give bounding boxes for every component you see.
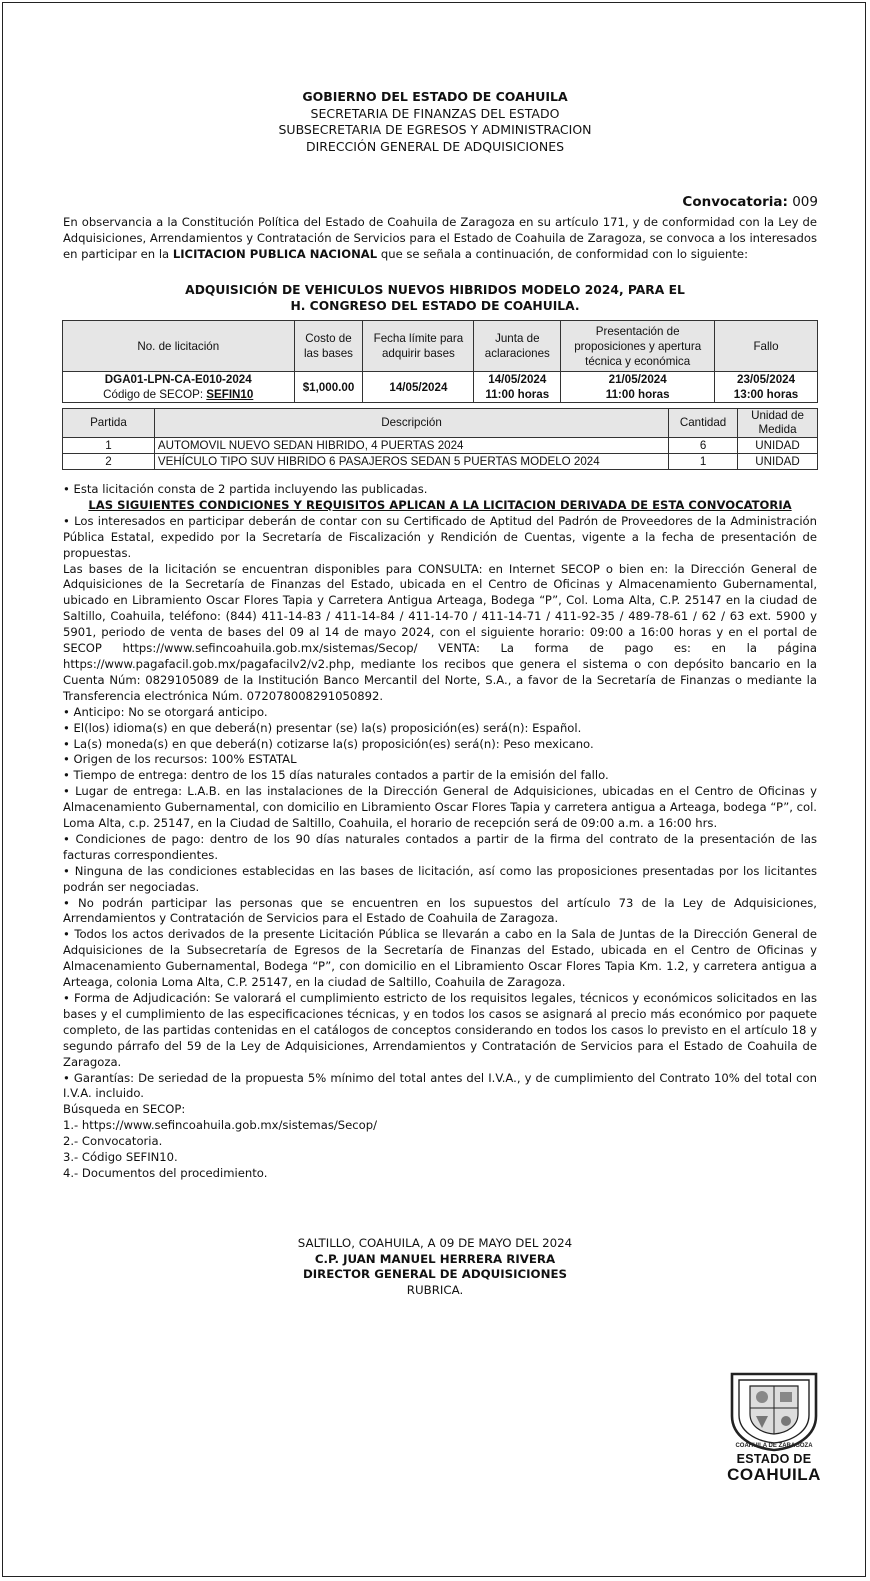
col-junta-header: Junta de aclaraciones xyxy=(474,321,561,372)
intro-bold: LICITACION PUBLICA NACIONAL xyxy=(172,247,378,261)
items-table xyxy=(62,408,818,470)
convocatoria-label: Convocatoria: xyxy=(682,194,788,210)
header-line-3: SUBSECRETARIA DE EGRESOS Y ADMINISTRACION xyxy=(278,122,592,137)
busqueda-step-2: 2.- Convocatoria. xyxy=(63,1134,163,1149)
cantidad-cell: 6 xyxy=(669,438,738,454)
col-unidad-header: Unidad de Medida xyxy=(738,409,818,438)
col-licitacion-header: No. de licitación xyxy=(63,321,295,372)
logo-line-2: COAHUILA xyxy=(727,1465,821,1484)
signer-name: C.P. JUAN MANUEL HERRERA RIVERA xyxy=(314,1251,556,1266)
busqueda-step-3: 3.- Código SEFIN10. xyxy=(63,1150,178,1165)
items-header-row xyxy=(63,409,818,438)
presentacion-date: 21/05/2024 xyxy=(608,373,667,386)
partida-cell: 2 xyxy=(63,454,155,470)
tiempo-entrega-item: • Tiempo de entrega: dentro de los 15 días naturales contados a partir de la emisión del fallo. xyxy=(63,768,609,783)
tender-title xyxy=(0,283,870,314)
presentacion-time: 11:00 horas xyxy=(605,388,670,401)
signer-position: DIRECTOR GENERAL DE ADQUISICIONES xyxy=(302,1267,568,1281)
licitacion-cell xyxy=(63,372,295,403)
tender-title-line-2: H. CONGRESO DEL ESTADO DE COAHUILA. xyxy=(290,298,580,313)
col-descripcion-header: Descripción xyxy=(154,409,668,438)
unidad-cell: UNIDAD xyxy=(738,438,818,454)
restricciones-item: • No podrán participar las personas que se encuentren en los supuestos del artículo 73 de la Ley de Adquisiciones, Arrendamientos y Contratación de Servicios para el Estado de Coahuila de Zaragoza. xyxy=(63,895,817,926)
partida-cell: 1 xyxy=(63,438,155,454)
conditions-body xyxy=(63,482,817,1182)
junta-date: 14/05/2024 xyxy=(488,373,547,386)
rubrica: RUBRICA. xyxy=(406,1282,464,1297)
col-costo-header: Costo de las bases xyxy=(294,321,363,372)
schedule-values-row xyxy=(63,372,818,403)
header-line-2: SECRETARIA DE FINANZAS DEL ESTADO xyxy=(310,105,560,121)
signature-block xyxy=(0,1236,870,1298)
col-cantidad-header: Cantidad xyxy=(669,409,738,438)
busqueda-step-4: 4.- Documentos del procedimiento. xyxy=(63,1165,268,1180)
convocatoria-number xyxy=(682,194,818,210)
col-fecha-limite-header: Fecha límite para adquirir bases xyxy=(363,321,474,372)
busqueda-secop-heading: Búsqueda en SECOP: xyxy=(63,1102,186,1117)
presentacion-cell xyxy=(561,372,715,403)
document-header xyxy=(0,89,870,155)
certificado-requirement: • Los interesados en participar deberán de contar con su Certificado de Aptitud del Padrón de Proveedores de la Administración Pública Estatal, expedido por la Secretaría de Fiscalización y Rendición de Cuentas, vigente a la fecha de presentación de propuestas. xyxy=(63,513,817,560)
secop-label: Código de SECOP: xyxy=(103,388,204,401)
schedule-header-row xyxy=(63,321,818,372)
tender-title-line-1: ADQUISICIÓN DE VEHICULOS NUEVOS HIBRIDOS MODELO 2024, PARA EL xyxy=(185,283,685,297)
estado-coahuila-logo xyxy=(712,1453,836,1484)
lugar-entrega-item: • Lugar de entrega: L.A.B. en las instalaciones de la Dirección General de Adquisiciones, ubicadas en el Centro de Oficinas y Almacenamiento Gubernamental, con domicilio en Libramiento Oscar Flores Tapia y carretera antigua a Arteaga, bodega “P”, col. Loma Alta, c.p. 25147, en la Ciudad de Saltillo, Coahuila, el horario de recepción será de 09:00 a.m. a 16:00 hrs. xyxy=(63,784,817,831)
fecha-limite-value: 14/05/2024 xyxy=(363,372,474,403)
col-partida-header: Partida xyxy=(63,409,155,438)
seal-shield-icon xyxy=(726,1370,822,1452)
conditions-heading: LAS SIGUIENTES CONDICIONES Y REQUISITOS APLICAN A LA LICITACION DERIVADA DE ESTA CONVOCATORIA xyxy=(88,497,792,512)
header-line-1: GOBIERNO DEL ESTADO DE COAHUILA xyxy=(302,89,568,104)
junta-time: 11:00 horas xyxy=(485,388,550,401)
place-date: SALTILLO, COAHUILA, A 09 DE MAYO DEL 2024 xyxy=(297,1236,573,1250)
fallo-date: 23/05/2024 xyxy=(737,373,796,386)
moneda-item: • La(s) moneda(s) en que deberá(n) cotizarse la(s) proposición(es) será(n): Peso mexicano. xyxy=(63,736,594,751)
col-fallo-header: Fallo xyxy=(715,321,818,372)
unidad-cell: UNIDAD xyxy=(738,454,818,470)
junta-cell xyxy=(474,372,561,403)
descripcion-cell: AUTOMOVIL NUEVO SEDAN HIBRIDO, 4 PUERTAS 2024 xyxy=(154,438,668,454)
idioma-item: • El(los) idioma(s) en que deberá(n) presentar (se) la(s) proposición(es) será(n): Español. xyxy=(63,720,582,735)
intro-paragraph xyxy=(63,214,817,262)
seal-text: COAHUILA DE ZARAGOZA xyxy=(735,1443,813,1449)
header-line-4: DIRECCIÓN GENERAL DE ADQUISICIONES xyxy=(305,138,565,154)
adjudicacion-item: • Forma de Adjudicación: Se valorará el cumplimiento estricto de los requisitos legales, técnicos y económicos solicitados en las bases y el cumplimiento de las especificaciones técnicas, y en todos los casos se asignará al precio más económico por paquete completo, de las partidas contenidas en el catálogos de conceptos considerando en todos los casos lo previsto en el artículo 18 y segundo párrafo del 59 de la Ley de Adquisiciones, Arrendamientos y Contratación de Servicios para el Estado de Coahuila de Zaragoza. xyxy=(63,991,817,1069)
schedule-table xyxy=(62,320,818,403)
table-row xyxy=(63,438,818,454)
licitacion-number: DGA01-LPN-CA-E010-2024 xyxy=(104,373,252,386)
origen-recursos-item: • Origen de los recursos: 100% ESTATAL xyxy=(63,752,297,767)
condiciones-pago-item: • Condiciones de pago: dentro de los 90 días naturales contados a partir de la firma del contrato de la presentación de las facturas correspondientes. xyxy=(63,831,817,862)
table-row xyxy=(63,454,818,470)
logo-line-1: ESTADO DE xyxy=(736,1452,812,1466)
intro-text-2: que se señala a continuación, de conformidad con lo siguiente: xyxy=(380,247,748,261)
convocatoria-value: 009 xyxy=(792,194,818,210)
garantias-item: • Garantías: De seriedad de la propuesta 5% mínimo del total antes del I.V.A., y de cumplimiento del Contrato 10% del total con I.V.A. incluido. xyxy=(63,1070,817,1101)
negociacion-item: • Ninguna de las condiciones establecidas en las bases de licitación, así como las proposiciones presentadas por los licitantes podrán ser negociadas. xyxy=(63,863,817,894)
secop-code: SEFIN10 xyxy=(206,388,254,401)
col-presentacion-header: Presentación de proposiciones y apertura técnica y económica xyxy=(561,321,715,372)
partidas-note: • Esta licitación consta de 2 partida incluyendo las publicadas. xyxy=(63,482,428,496)
fallo-time: 13:00 horas xyxy=(733,388,799,401)
intro-text-1: En observancia a la Constitución Política del Estado de Coahuila de Zaragoza en su artículo 171, y de conformidad con la Ley de Adquisiciones, Arrendamientos y Contratación de Servicios para el Estado de Coahuila de Zaragoza, se convoca a los interesados en participar en la xyxy=(63,215,817,261)
costo-value: $1,000.00 xyxy=(294,372,363,403)
fallo-cell xyxy=(715,372,818,403)
secop-code-line xyxy=(66,387,291,402)
busqueda-step-1: 1.- https://www.sefincoahuila.gob.mx/sistemas/Secop/ xyxy=(63,1118,377,1133)
bases-availability: Las bases de la licitación se encuentran disponibles para CONSULTA: en Internet SECOP o bien en: la Dirección General de Adquisiciones de la Secretaría de Finanzas del Estado, ubicada en el Centro de Oficinas y Almacenamiento Gubernamental, ubicado en Libramiento Oscar Flores Tapia y Carretera Antigua Arteaga, Bodega “P”, Col. Loma Alta, C.P. 25147 en la ciudad de Saltillo, Coahuila, teléfono: (844) 411-14-83 / 411-14-84 / 411-14-70 / 411-14-71 / 411-92-35 / 489-78-61 / 62 / 63 ext. 5900 y 5901, periodo de venta de bases del 09 al 14 de mayo 2024, con el siguiente horario: 09:00 a 16:00 horas y en el portal de SECOP https://www.sefincoahuila.gob.mx/sistemas/Secop/ VENTA: La forma de pago es: en la página https://www.pagafacil.gob.mx/pagafacilv2/v2.php, mediante los recibos que genera el sistema o con depósito bancario en la Cuenta Núm: 0829105089 de la Institución Banco Mercantil del Norte, S.A., a favor de la Secretaría de Finanzas o mediante la Transferencia electrónica Núm. 072078008291050892. xyxy=(63,561,817,703)
anticipo-item: • Anticipo: No se otorgará anticipo. xyxy=(63,704,268,719)
cantidad-cell: 1 xyxy=(669,454,738,470)
sede-actos-item: • Todos los actos derivados de la presente Licitación Pública se llevarán a cabo en la Sala de Juntas de la Dirección General de Adquisiciones de la Subsecretaría de Egresos de la Secretaría de Finanzas del Estado, ubicada en el Centro de Oficinas y Almacenamiento Gubernamental, Bodega “P”, con domicilio en el Libramiento Oscar Flores Tapia Km. 1.2, y carretera antigua a Arteaga, colonia Loma Alta, C.P. 25147, en la ciudad de Saltillo, Coahuila de Zaragoza. xyxy=(63,927,817,990)
descripcion-cell: VEHÍCULO TIPO SUV HIBRIDO 6 PASAJEROS SEDAN 5 PUERTAS MODELO 2024 xyxy=(154,454,668,470)
